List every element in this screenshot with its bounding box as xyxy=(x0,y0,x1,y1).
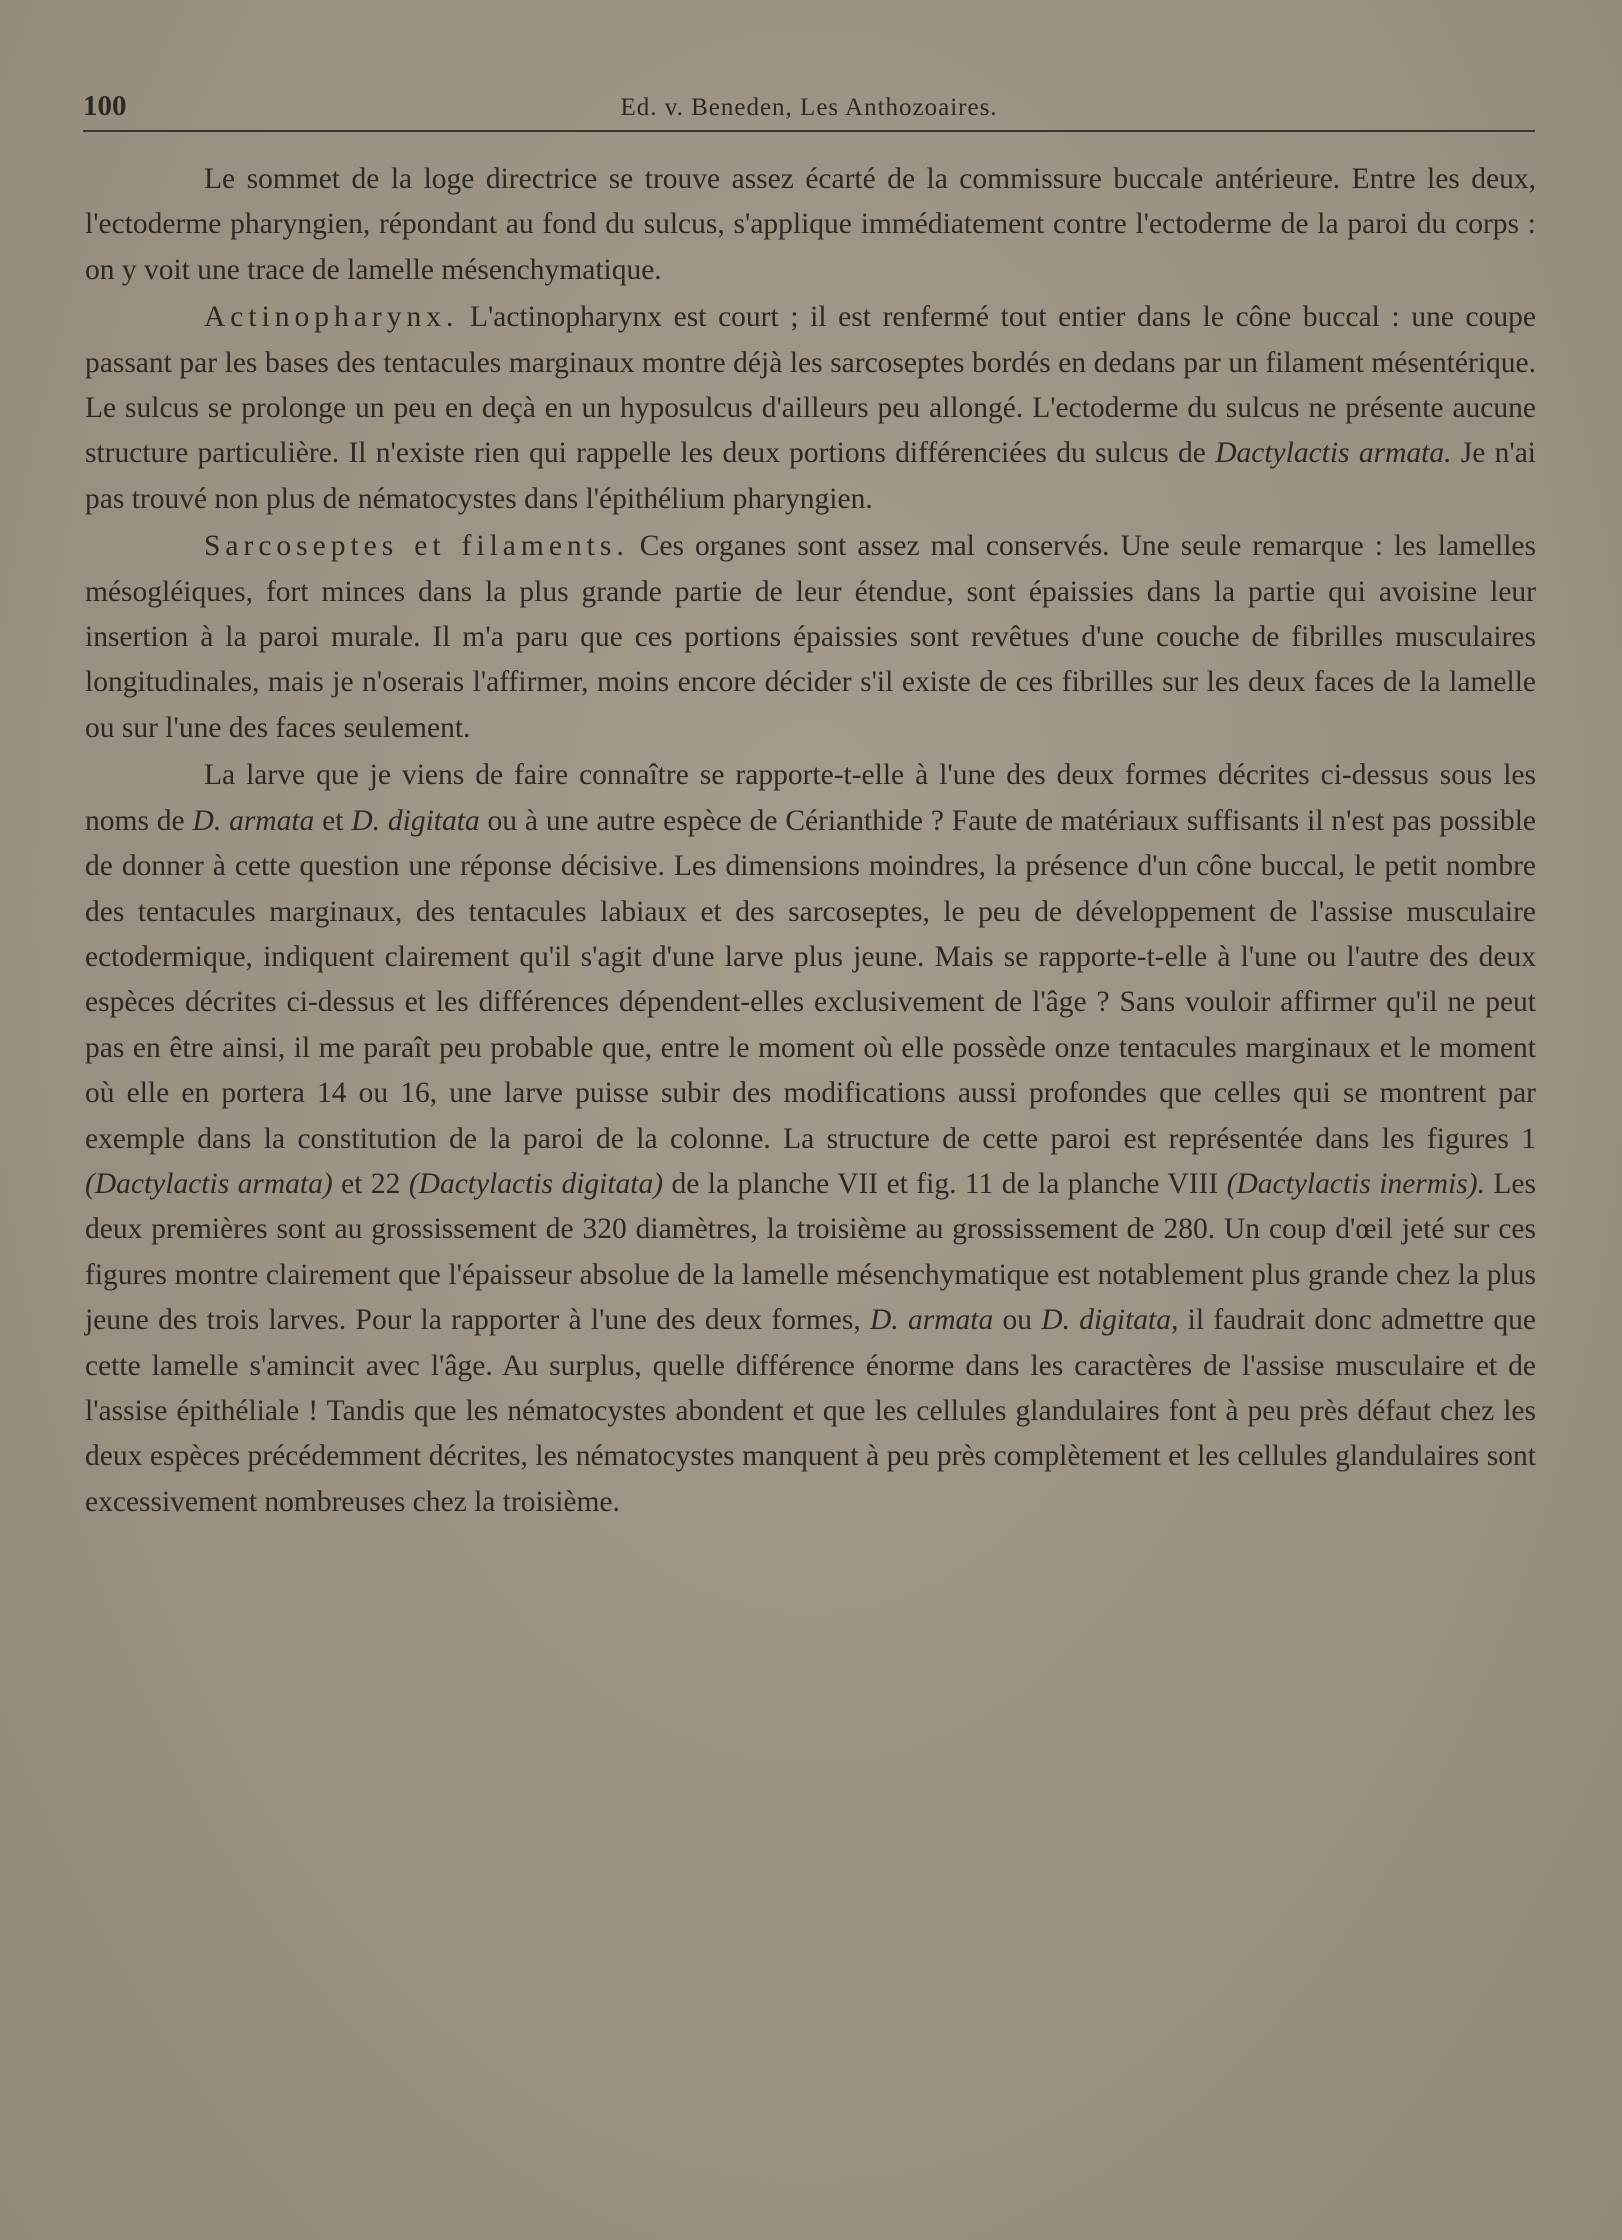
paragraph-4-text: La larve que je viens de faire connaître se rapporte-t-elle à l'une des deux formes décrites ci-dessus sous les noms de xyxy=(85,759,1536,837)
section-heading-sarcoseptes: Sarcoseptes et filaments. xyxy=(204,530,629,563)
paragraph-4-text: ou à une autre espèce de Cérianthide ? Faute de matériaux suffisants il n'est pas possible de donner à cette question une réponse décisive. Les dimensions moindres, la présence d'un cône buccal, le petit nombre des tentacules marginaux, des tentacules labiaux et des sarcoseptes, le peu de développement de l'assise musculaire ectodermique, indiquent clairement qu'il s'agit d'une larve plus jeune. Mais se rapporte-t-elle à l'une ou l'autre des deux espèces décrites ci-dessus et les différences dépendent-elles exclusivement de l'âge ? Sans vouloir affirmer qu'il ne peut pas en être ainsi, il me paraît peu probable que, entre le moment où elle possède onze tentacules marginaux et le moment où elle en portera 14 ou 16, une larve puisse subir des modifications aussi profondes que celles qui se montrent par exemple dans la constitution de la paroi de la colonne. La structure de cette paroi est représentée dans les figures 1 xyxy=(85,804,1536,1155)
paragraph-4-text: et 22 xyxy=(332,1167,409,1200)
paragraph-4-text: Les deux premières sont au grossissement de 320 diamètres, la troisième au grossissement de 280. Un coup d'œil jeté sur ces figures montre clairement que l'épaisseur absolue de la lamelle mésenchymatique est notablement plus grande chez la plus jeune des trois larves. Pour la rapporter à l'une des deux formes, xyxy=(85,1167,1537,1337)
page-header xyxy=(83,88,1535,132)
paragraph-3-text: Ces organes sont assez mal conservés. Une seule remarque : les lamelles mésogléiques, fort minces dans la plus grande partie de leur étendue, sont épaissies dans la partie qui avoisine leur insertion à la paroi murale. Il m'a paru que ces portions épaissies sont revêtues d'une couche de fibrilles musculaires longitudinales, mais je n'oserais l'affirmer, moins encore décider s'il existe de ces fibrilles sur les deux faces de la lamelle ou sur l'une des faces seulement. xyxy=(85,530,1536,744)
paragraph-4-text: il faudrait donc admettre que cette lamelle s'amincit avec l'âge. Au surplus, quelle différence énorme dans les caractères de l'assise musculaire et de l'assise épithéliale ! Tandis que les nématocystes abondent et que les cellules glandulaires font à peu près défaut chez les deux espèces précédemment décrites, les nématocystes manquent à peu près complètement et les cellules glandulaires sont excessivement nombreuses chez la troisième. xyxy=(85,1304,1537,1518)
species-name: D. digitata, xyxy=(1041,1304,1179,1337)
species-name: (Dactylactis digitata) xyxy=(408,1167,664,1200)
paragraph-1-text: Le sommet de la loge directrice se trouve assez écarté de la commissure buccale antérieure. Entre les deux, l'ectoderme pharyngien, répondant au fond du sulcus, s'applique immédiatement contre l'ectoderme de la paroi du corps : on y voit une trace de lamelle mésenchymatique. xyxy=(85,163,1536,286)
paragraph-2-text: Je n'ai pas trouvé non plus de nématocystes dans l'épithélium pharyngien. xyxy=(85,437,1536,515)
page-number: 100 xyxy=(83,90,127,122)
species-name: Dactylactis armata. xyxy=(1215,437,1452,470)
paragraph-4-text: ou xyxy=(993,1304,1042,1337)
paragraph-3 xyxy=(85,524,1536,751)
paragraph-4-text: et xyxy=(314,804,352,837)
paragraph-2 xyxy=(85,295,1536,522)
species-name: D. armata xyxy=(870,1304,994,1337)
paragraph-4-text: de la planche VII et fig. 11 de la planche VIII xyxy=(663,1167,1227,1200)
paragraph-2-text: L'actinopharynx est court ; il est renfermé tout entier dans le cône buccal : une coupe passant par les bases des tentacules marginaux montre déjà les sarcoseptes bordés en dedans par un filament mésentérique. Le sulcus se prolonge un peu en deçà en un hyposulcus d'ailleurs peu allongé. L'ectoderme du sulcus ne présente aucune structure particulière. Il n'existe rien qui rappelle les deux portions différenciées du sulcus de xyxy=(85,301,1536,470)
body-text xyxy=(85,157,1536,1527)
paragraph-1 xyxy=(85,157,1536,293)
species-name: (Dactylactis armata) xyxy=(85,1167,333,1200)
paragraph-4 xyxy=(85,753,1536,1525)
section-heading-actinopharynx: Actinopharynx. xyxy=(204,301,459,334)
species-name: (Dactylactis inermis). xyxy=(1226,1167,1485,1200)
running-head: Ed. v. Beneden, Les Anthozoaires. xyxy=(620,94,998,121)
species-name: D. armata xyxy=(192,804,315,837)
species-name: D. digitata xyxy=(351,804,480,837)
